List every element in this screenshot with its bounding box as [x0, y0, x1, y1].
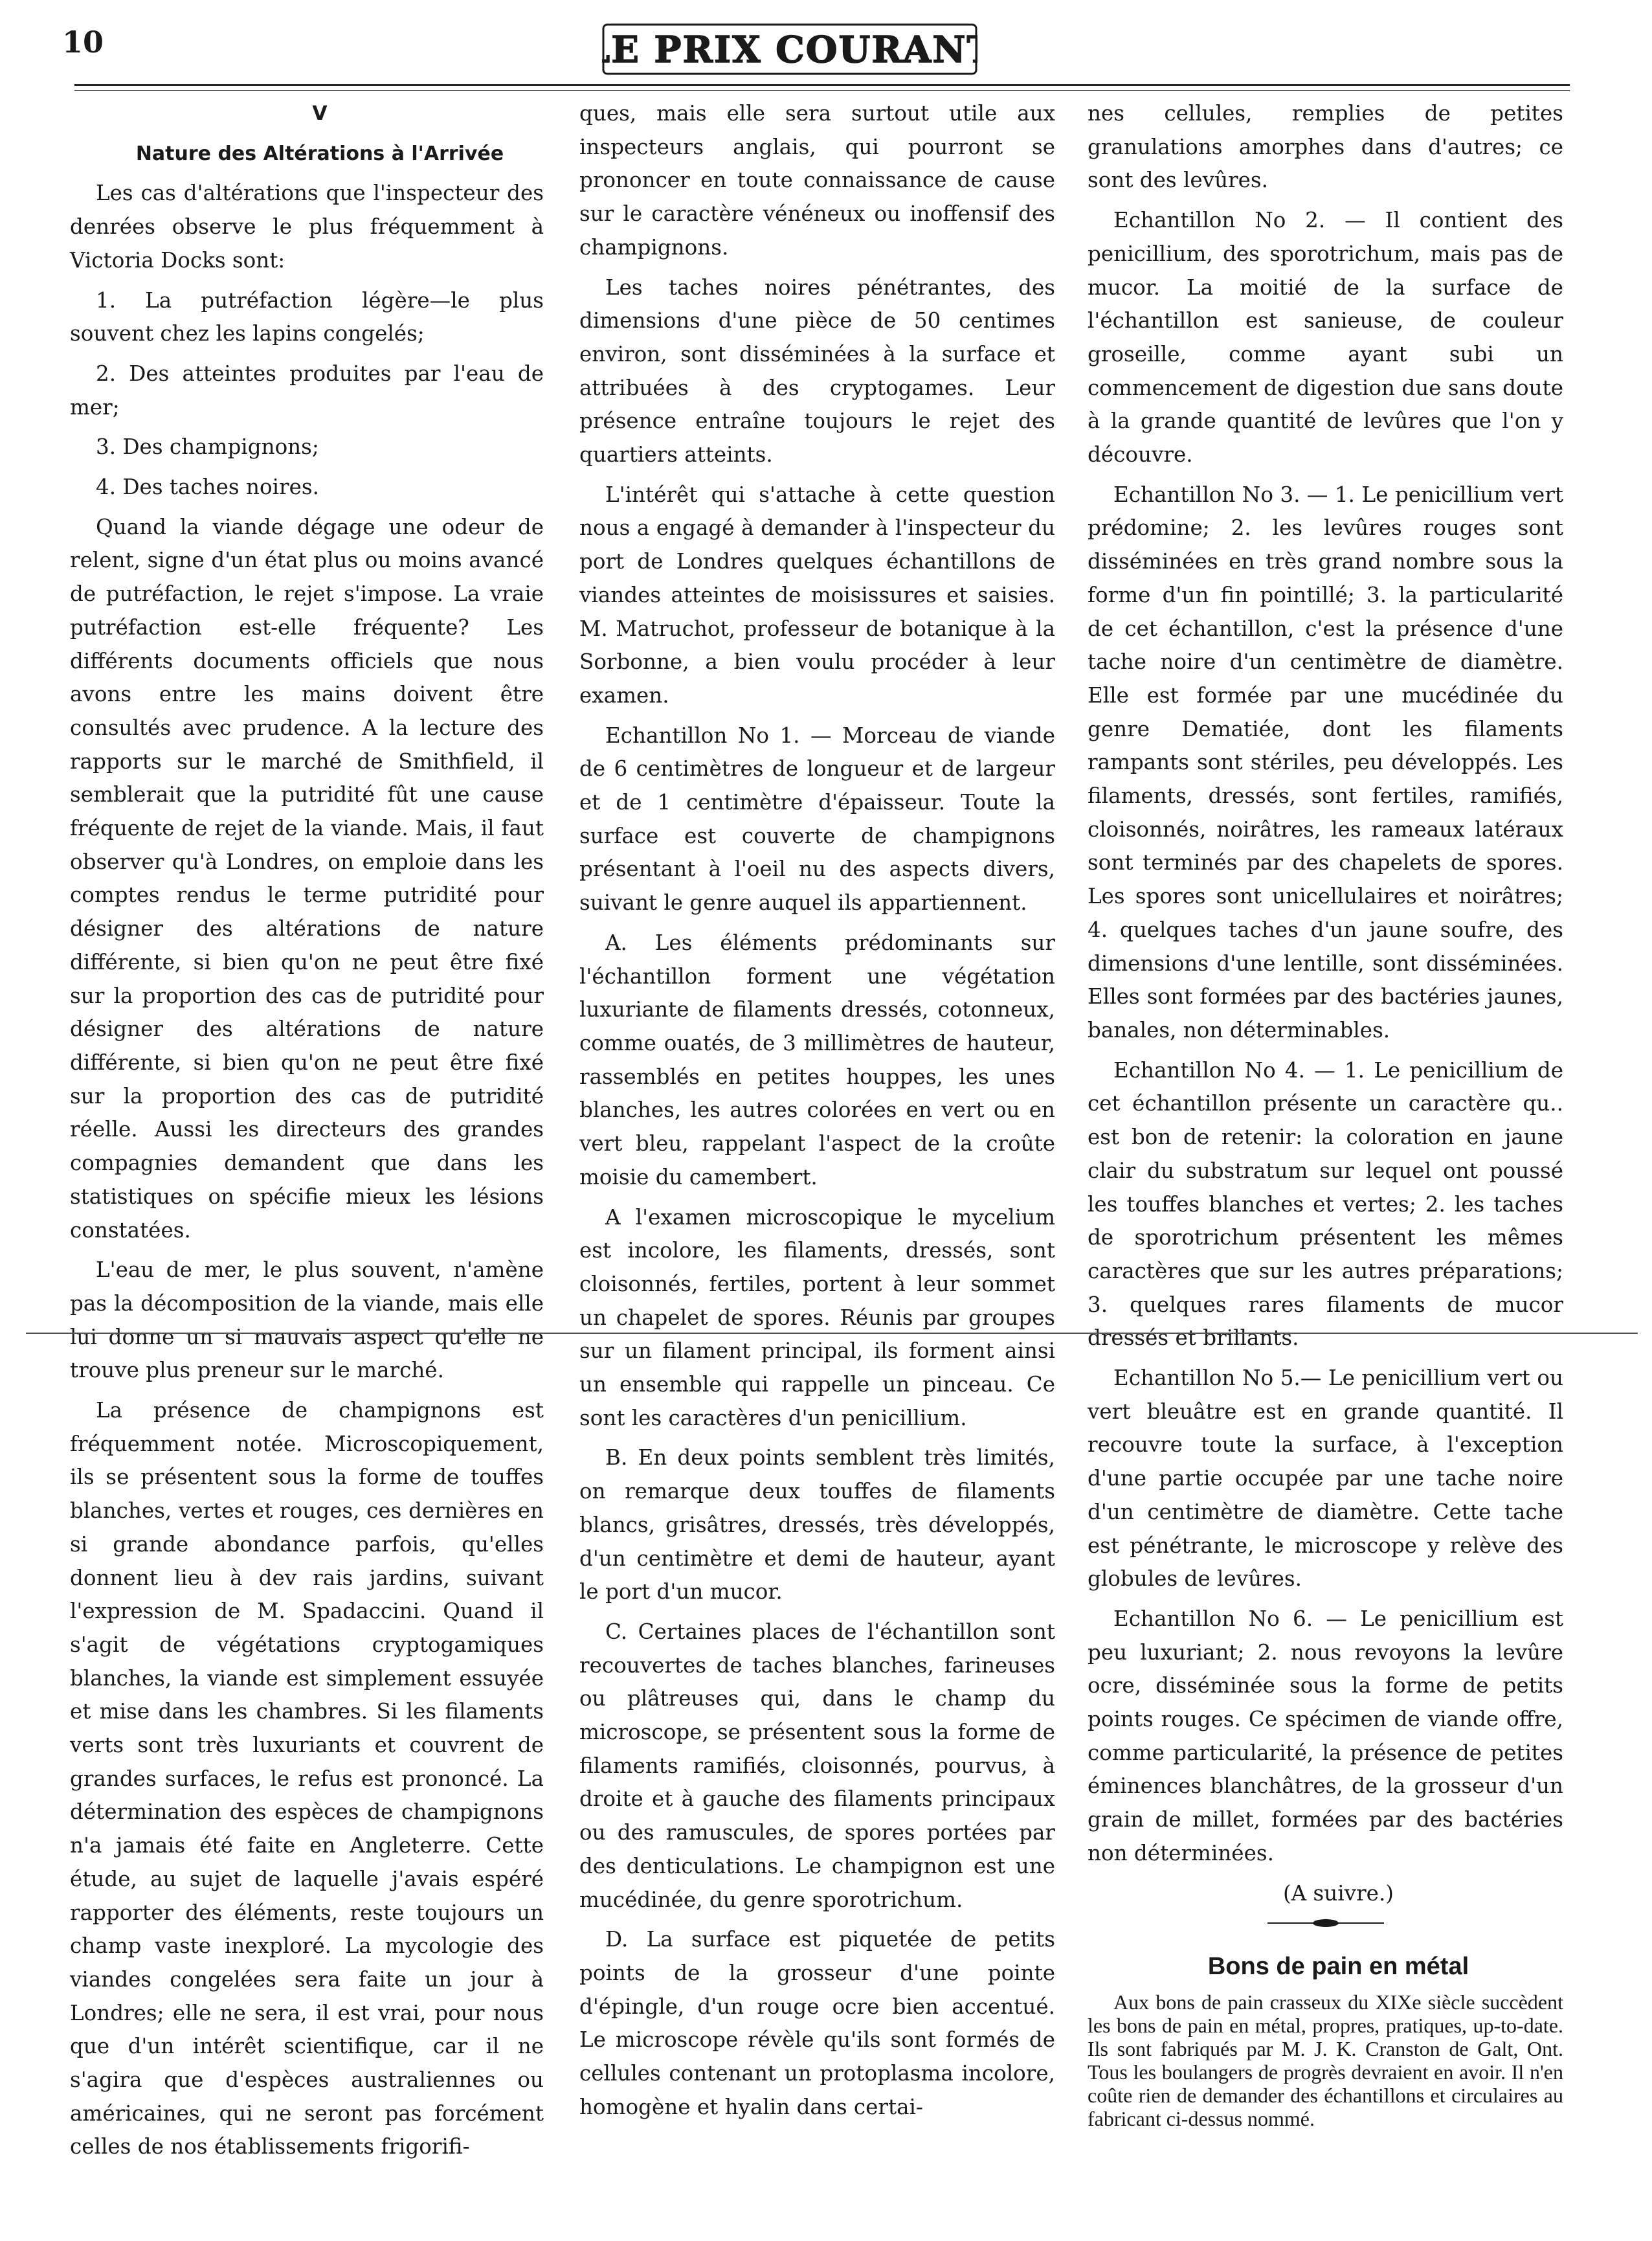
paragraph-point-b: B. En deux points semblent très limités, on remarque deux touffes de filaments blancs, grisâtres, dressés, très développés, d'un centimètre et demi de hauteur, ayant le port d'un mucor. — [579, 1445, 1055, 1605]
paragraph-point-a: A. Les éléments prédominants sur l'échantillon forment une végétation luxuriante de filaments dressés, cotonneux, comme ouatés, de 3 millimètres de hauteur, rassemblés en petites houppes, les unes blanches, les autres colorées en vert ou en vert bleu, rappelant l'aspect de la croûte moisie du camembert. — [579, 930, 1055, 1189]
masthead-text: LE PRIX COURANT — [602, 28, 977, 71]
paragraph-continuation: nes cellules, remplies de petites granulations amorphes dans d'autres; ce sont des levûres. — [1088, 101, 1563, 193]
paragraph-echantillon-2: Echantillon No 2. — Il contient des penicillium, des sporotrichum, mais pas de mucor. La moitié de la surface de l'échantillon est sanieuse, de couleur groseille, comme ayant subi un commencement de digestion due sans doute à la grande quantité de levûres que l'on y découvre. — [1088, 208, 1563, 467]
to-be-continued: (A suivre.) — [1282, 1880, 1394, 1906]
article-title: Bons de pain en métal — [1207, 1953, 1469, 1981]
column-3 — [1088, 97, 1563, 2137]
paragraph-echantillon-1: Echantillon No 1. — Morceau de viande de 6 centimètres de longueur et de largeur et de 1 centimètre d'épaisseur. Toute la surface est couverte de champignons présentant à l'oeil nu des aspects divers, suivant le genre auquel ils appartiennent. — [579, 723, 1055, 916]
paragraph-point-d: D. La surface est piquetée de petits points de la grosseur d'une pointe d'épingle, d'un rouge ocre bien accentué. Le microscope révèle qu'ils sont formés de cellules contenant un protoplasma incolore, homogène et hyalin dans certai- — [579, 1927, 1055, 2119]
fold-line — [26, 1333, 1638, 1334]
ornament-divider-icon — [1267, 1917, 1384, 1930]
section-number: V — [312, 102, 328, 125]
paragraph-interet: L'intérêt qui s'attache à cette question nous a engagé à demander à l'inspecteur du port de Londres quelques échantillons de viandes atteintes de moisissures et saisies. M. Matruchot, professeur de botanique à la Sorbonne, a bien voulu procéder à leur examen. — [579, 482, 1055, 708]
paragraph-echantillon-6: Echantillon No 6. — Le penicillium est peu luxuriant; 2. nous revoyons la levûre ocre, disséminée sous la forme de petits points rouges. Ce spécimen de viande offre, comme particularité, la présence de petites éminences blanchâtres, de la grosseur d'un grain de millet, formées par des bactéries non déterminées. — [1088, 1606, 1563, 1865]
paragraph-continuation: ques, mais elle sera surtout utile aux inspecteurs anglais, qui pourront se prononcer en toute connaissance de cause sur le caractère vénéneux ou inoffensif des champignons. — [579, 101, 1055, 260]
list-item: 1. La putréfaction légère—le plus souvent chez les lapins congelés; — [70, 287, 544, 346]
list-item: 3. Des champignons; — [96, 434, 319, 460]
paragraph-taches-noires: Les taches noires pénétrantes, des dimensions d'une pièce de 50 centimes environ, sont disséminées à la surface et attribuées à des cryptogames. Leur présence entraîne toujours le rejet des quartiers atteints. — [579, 275, 1055, 467]
paragraph-examen-microscopique: A l'examen microscopique le mycelium est incolore, les filaments, dressés, sont cloisonnés, fertiles, portent à leur sommet un chapelet de spores. Réunis par groupes sur un filament principal, ils forment ainsi un ensemble qui rappelle un pinceau. Ce sont les caractères d'un penicillium. — [579, 1204, 1055, 1430]
paragraph-viande: Quand la viande dégage une odeur de relent, signe d'un état plus ou moins avancé de putréfaction, le rejet s'impose. La vraie putréfaction est-elle fréquente? Les différents documents officiels que nous avons entre les mains doivent être consultés avec prudence. A la lecture des rapports sur le marché de Smithfield, il semblerait que la putridité fût une cause fréquente de rejet de la viande. Mais, il faut observer qu'à Londres, on emploie dans les comptes rendus le terme putridité pour désigner des altérations de nature différente, si bien qu'on ne peut être fixé sur la proportion des cas de putridité pour désigner des altérations de nature différente, si bien qu'on ne peut être fixé sur la proportion des cas de putridité réelle. Aussi les directeurs des grandes compagnies demandent que dans les statistiques on spécifie mieux les lésions constatées. — [70, 514, 544, 1243]
paragraph-intro: Les cas d'altérations que l'inspecteur des denrées observe le plus fréquemment à Victoria Docks sont: — [70, 181, 544, 273]
article-body: Aux bons de pain crasseux du XIXe siècle succèdent les bons de pain en métal, propres, pratiques, up-to-date. Ils sont fabriqués par M. J. K. Cranston de Galt, Ont. Tous les boulangers de progrès devraient en avoir. Il n'en coûte rien de demander des échantillons et circulaires au fabricant ci-dessus nommé. — [1088, 1990, 1563, 2130]
paragraph-echantillon-3: Echantillon No 3. — 1. Le penicillium vert prédomine; 2. les levûres rouges sont disséminées en très grand nombre sous la forme d'un fin pointillé; 3. la particularité de cet échantillon, c'est la présence d'une tache noire d'un centimètre de diamètre. Elle est formée par une mucédinée du genre Dematiée, dont les filaments rampants sont stériles, peu développés. Les filaments, dressés, sont fertiles, ramifiés, cloisonnés, noirâtres, les rameaux latéraux sont terminés par des chapelets de spores. Les spores sont unicellulaires et noirâtres; 4. quelques taches d'un jaune soufre, des dimensions d'une lentille, sont disséminées. Elles sont formées par des bactéries jaunes, banales, non déterminables. — [1088, 482, 1563, 1042]
page-number: 10 — [62, 25, 104, 60]
paragraph-point-c: C. Certaines places de l'échantillon sont recouvertes de taches blanches, farineuses ou plâtreuses qui, dans le champ du microscope, se présentent sous la forme de filaments ramifiés, cloisonnés, pourvus, à droite et à gauche des filaments principaux ou des ramuscules, de spores portées par des denticulations. Le champignon est une mucédinée, du genre sporotrichum. — [579, 1619, 1055, 1912]
masthead-logo-graphic — [602, 18, 977, 80]
section-title: Nature des Altérations à l'Arrivée — [135, 142, 504, 165]
paragraph-echantillon-5: Echantillon No 5.— Le penicillium vert ou vert bleuâtre est en grande quantité. Il recouvre toute la surface, à l'exception d'une partie occupée par une tache noire d'un centimètre de diamètre. Cette tache est pénétrante, le microscope y relève des globules de levûres. — [1088, 1366, 1563, 1592]
list-item: 2. Des atteintes produites par l'eau de mer; — [70, 361, 544, 420]
paragraph-champignons: La présence de champignons est fréquemment notée. Microscopiquement, ils se présentent sous la forme de touffes blanches, vertes et rouges, ces dernières en si grande abondance parfois, qu'elles donnent lieu à dev rais jardins, suivant l'expression de M. Spadaccini. Quand il s'agit de végétations cryptogamiques blanches, la viande est simplement essuyée et mise dans les chambres. Si les filaments verts sont très luxuriants et couvrent de grandes surfaces, le refus est prononcé. La détermination des espèces de champignons n'a jamais été faite en Angleterre. Cette étude, au sujet de laquelle j'avais espéré rapporter des éléments, reste toujours un champ vaste inexploré. La mycologie des viandes congelées sera faite un jour à Londres; elle ne sera, il est vrai, pour nous que d'un intérêt scientifique, car il ne s'agira que d'espèces australiennes ou américaines, qui ne seront pas forcément celles de nos établissements frigorifi- — [70, 1398, 544, 2159]
paragraph-echantillon-4: Echantillon No 4. — 1. Le penicillium de cet échantillon présente un caractère qu.. est bon de retenir: la coloration en jaune clair du substratum sur lequel ont poussé les touffes blanches et vertes; 2. les taches de sporotrichum présentent les mêmes caractères que sur les autres préparations; 3. quelques rares filaments de mucor dressés et brillants. — [1088, 1057, 1563, 1351]
paragraph-eau-de-mer: L'eau de mer, le plus souvent, n'amène pas la décomposition de la viande, mais elle lui donne un si mauvais aspect qu'elle ne trouve plus preneur sur le marché. — [70, 1257, 544, 1383]
list-item: 4. Des taches noires. — [96, 475, 319, 500]
masthead-logo — [602, 18, 977, 80]
header-rule — [74, 84, 1570, 91]
column-2 — [579, 97, 1055, 2130]
column-1 — [70, 97, 544, 2170]
